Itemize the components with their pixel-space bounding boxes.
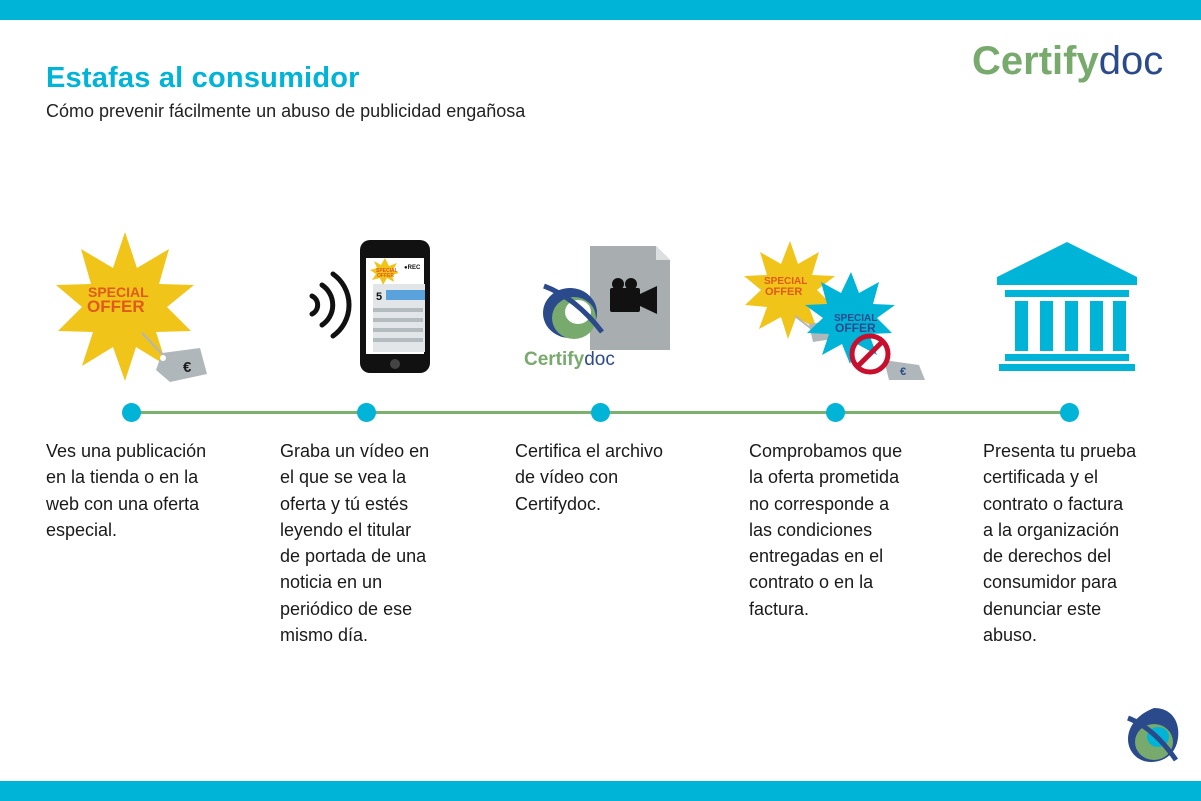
offer-label-line1: SPECIAL [88,284,149,300]
file-brand-label [524,349,615,370]
bottom-accent-band [0,781,1201,801]
offer-mismatch-icon [743,238,933,383]
timeline-dot-5 [1060,403,1079,422]
top-accent-band [0,0,1201,20]
offer-a-line1: SPECIAL [764,276,808,287]
step-1-description: Ves una publicación en la tienda o en la web con una oferta especial. [46,441,207,540]
step-2-description: Graba un vídeo en el que se vea la oferta y tú estés leyendo el titular de portada de una noticia en un periódico de ese mismo día. [280,441,430,646]
smartphone-recording-icon [300,240,435,375]
brand-logo-part2: doc [1098,39,1164,83]
special-offer-tag-icon [50,230,215,385]
tag-euro-label-b: € [900,366,907,378]
step-5-description: Presenta tu prueba certificada y el contrato o factura a la organización de derechos del consumidor para denunciar este abuso. [983,441,1137,646]
file-brand-part1: Certify [524,349,585,370]
timeline-dot-1 [122,403,141,422]
timeline-dot-4 [826,403,845,422]
timeline-dot-3 [591,403,610,422]
institution-building-icon [995,240,1140,375]
brand-logo-part1: Certify [972,39,1099,83]
offer-label-line2: OFFER [87,297,145,316]
mini-offer-line2: OFFER [377,273,394,279]
offer-a-line2: OFFER [765,286,803,298]
page-subtitle: Cómo prevenir fácilmente un abuso de publicidad engañosa [46,101,526,121]
offer-b-line2: OFFER [835,321,876,335]
mini-offer-line1: SPECIAL [376,268,398,274]
tag-euro-label: € [183,359,192,376]
page-title: Estafas al consumidor [46,62,360,94]
step-3-description: Certifica el archivo de vídeo con Certifydoc. [515,441,664,514]
newspaper-headline: 5 [376,291,383,303]
step-4-description: Comprobamos que la oferta prometida no corresponde a las condiciones entregadas en el contrato o en la factura. [749,441,903,619]
brand-logo [972,38,1163,84]
certified-video-file-icon [518,240,678,372]
rec-indicator: ●REC [404,265,421,271]
file-brand-part2: doc [584,349,615,370]
timeline-dot-2 [357,403,376,422]
brand-mark-icon [1124,704,1184,766]
offer-b-line1: SPECIAL [834,313,878,324]
